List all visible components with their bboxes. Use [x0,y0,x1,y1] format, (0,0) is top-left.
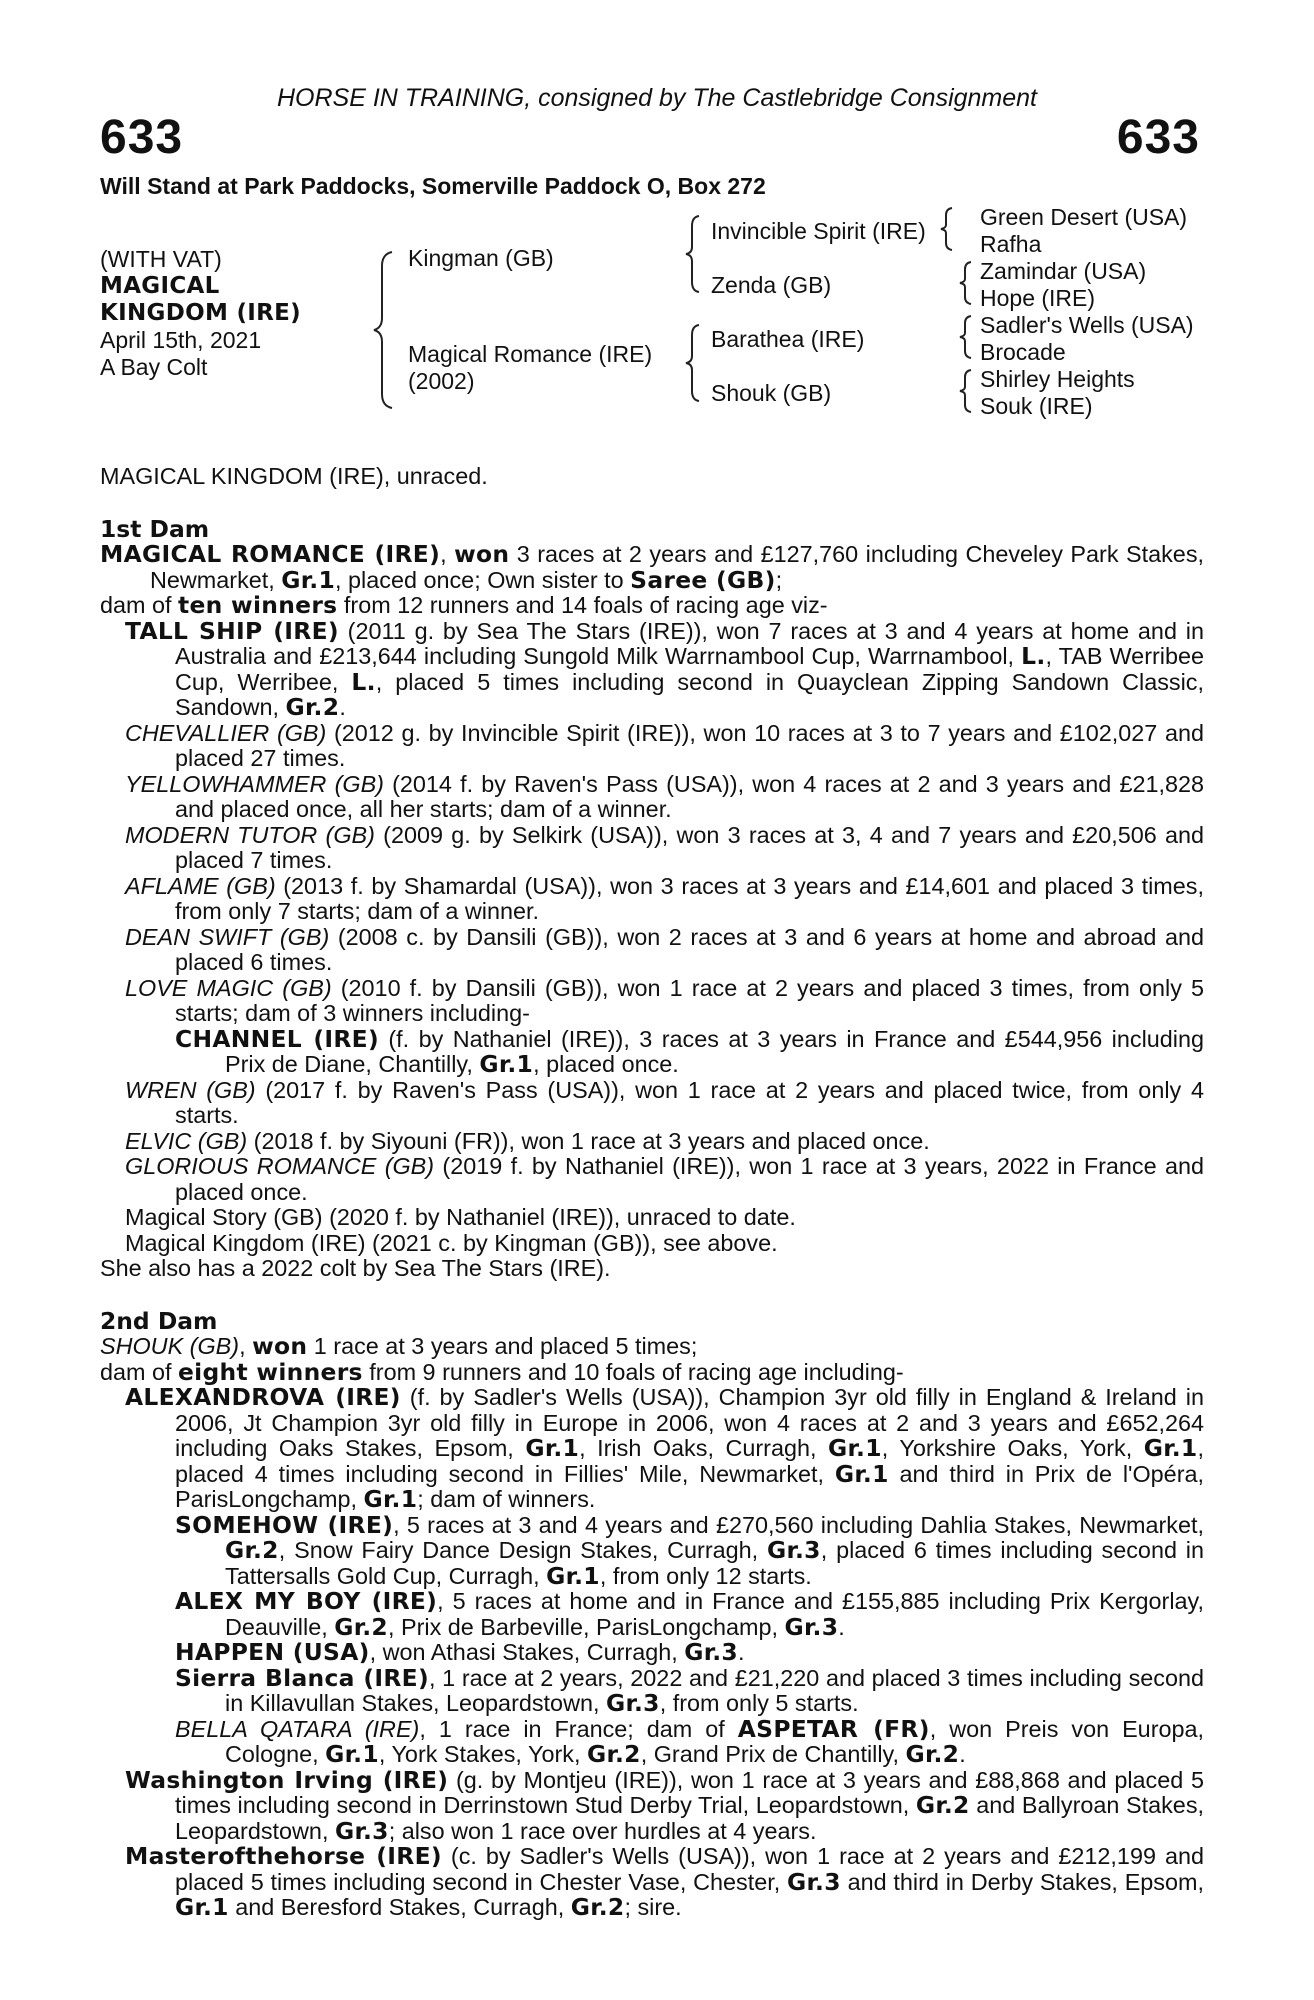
produce-tall-ship: TALL SHIP (IRE) (2011 g. by Sea The Stars (IRE)), won 7 races at 3 and 4 years at home and in Australia and £213,644 including Sungold Milk Warrnambool Cup, Warrnambool, L., TAB Werribee Cup, Werribee, L., placed 5 times including second in Quayclean Zipping Sandown Classic, Sandown, Gr.2. [125,616,1204,721]
first-dam-entry: MAGICAL ROMANCE (IRE), won 3 races at 2 years and £127,760 including Cheveley Park Stakes, Newmarket, Gr.1, placed once; Own sister to Saree (GB); [100,540,1205,594]
pedigree-dss: Sadler's Wells (USA) [980,312,1194,338]
horse-sex: A Bay Colt [100,354,208,380]
pedigree-ddd: Souk (IRE) [980,393,1093,419]
lot-number-right: 633 [1116,111,1200,164]
pedigree-brace-ds [956,314,976,360]
pedigree-sds: Zamindar (USA) [980,258,1147,284]
produce-alexandrova: ALEXANDROVA (IRE) (f. by Sadler's Wells (USA)), Champion 3yr old filly in England & Ireland in 2006, Jt Champion 3yr old filly in Europe in 2006, won 4 races at 2 and 3 years and £652,264 including Oaks Stakes, Epsom, Gr.1, Irish Oaks, Curragh, Gr.1, Yorkshire Oaks, York, Gr.1, placed 4 times including second in Fillies' Mile, Newmarket, Gr.1 and third in Prix de l'Opéra, ParisLongchamp, Gr.1; dam of winners. [125,1383,1204,1513]
pedigree-sire-sire: Invincible Spirit (IRE) [711,218,926,244]
pedigree-dds: Shirley Heights [980,366,1135,392]
date-of-birth: April 15th, 2021 [100,327,262,353]
produce-magical-story: Magical Story (GB) (2020 f. by Nathaniel (IRE)), unraced to date. [125,1204,796,1230]
produce-somehow: SOMEHOW (IRE), 5 races at 3 and 4 years and £270,560 including Dahlia Stakes, Newmarket, Gr.2, Snow Fairy Dance Design Stakes, Curragh, Gr.3, placed 6 times including second in Tattersalls Gold Cup, Curragh, Gr.1, from only 12 starts. [175,1510,1204,1590]
produce-bella-qatara: BELLA QATARA (IRE), 1 race in France; dam of ASPETAR (FR), won Preis von Europa, Cologne, Gr.1, York Stakes, York, Gr.2, Grand Prix de Chantilly, Gr.2. [175,1714,1205,1768]
unraced-note: MAGICAL KINGDOM (IRE), unraced. [100,463,488,489]
produce-love-magic: LOVE MAGIC (GB) (2010 f. by Dansili (GB)), won 1 race at 2 years and placed 3 times, from only 5 starts; dam of 3 winners including- [125,974,1204,1026]
stand-location: Will Stand at Park Paddocks, Somerville Paddock O, Box 272 [100,173,766,199]
consignment-header: HORSE IN TRAINING, consigned by The Castlebridge Consignment [276,84,1038,112]
produce-happen: HAPPEN (USA), won Athasi Stakes, Curragh, Gr.3. [175,1638,745,1666]
produce-masterofthehorse: Masterofthehorse (IRE) (c. by Sadler's Wells (USA)), won 1 race at 2 years and £212,199 and placed 5 times including second in Chester Vase, Chester, Gr.3 and third in Derby Stakes, Epsom, Gr.1 and Beresford Stakes, Curragh, Gr.2; sire. [125,1842,1204,1921]
pedigree-brace-sire [683,214,703,294]
produce-alex-my-boy: ALEX MY BOY (IRE), 5 races at home and in France and £155,885 including Prix Kergorlay, Deauville, Gr.2, Prix de Barbeville, ParisLongchamp, Gr.3. [175,1587,1205,1641]
catalogue-body [100,464,1204,1921]
pedigree-sss: Green Desert (USA) [980,204,1188,230]
produce-sierra-blanca: Sierra Blanca (IRE), 1 race at 2 years, 2022 and £21,220 and placed 3 times including second in Killavullan Stakes, Leopardstown, Gr.3, from only 5 starts. [175,1663,1204,1717]
produce-elvic: ELVIC (GB) (2018 f. by Siyouni (FR)), won 1 race at 3 years and placed once. [125,1127,930,1154]
first-dam-heading: 1st Dam [100,514,210,543]
second-dam-entry: SHOUK (GB), won 1 race at 3 years and placed 5 times; [100,1332,698,1360]
pedigree-brace-main [370,250,400,410]
pedigree-dam-dam: Shouk (GB) [711,380,832,406]
produce-channel: CHANNEL (IRE) (f. by Nathaniel (IRE)), 3 races at 3 years in France and £544,956 including Prix de Diane, Chantilly, Gr.1, placed once. [175,1024,1205,1078]
produce-dean-swift: DEAN SWIFT (GB) (2008 c. by Dansili (GB)), won 2 races at 3 and 6 years at home and abroad and placed 6 times. [125,923,1204,975]
second-dam-heading: 2nd Dam [100,1306,218,1335]
pedigree-sire-dam: Zenda (GB) [711,272,832,298]
pedigree-dam-sire: Barathea (IRE) [711,326,865,352]
pedigree-sire: Kingman (GB) [408,245,554,271]
vat-label: (WITH VAT) [100,246,222,272]
produce-washington-irving: Washington Irving (IRE) (g. by Montjeu (IRE)), won 1 race at 3 years and £88,868 and placed 5 times including second in Derrinstown Stud Derby Trial, Leopardstown, Gr.2 and Ballyroan Stakes, Leopardstown, Gr.3; also won 1 race over hurdles at 4 years. [125,1765,1205,1845]
produce-glorious-romance: GLORIOUS ROMANCE (GB) (2019 f. by Nathaniel (IRE)), won 1 race at 3 years, 2022 in France and placed once. [125,1153,1205,1205]
lot-number-left: 633 [100,111,184,164]
second-dam-produce: dam of eight winners from 9 runners and 10 foals of racing age including- [100,1357,904,1386]
produce-magical-kingdom: Magical Kingdom (IRE) (2021 c. by Kingman (GB)), see above. [125,1229,778,1256]
pedigree-brace-dd [956,368,976,414]
produce-aflame: AFLAME (GB) (2013 f. by Shamardal (USA)), won 3 races at 3 years and £14,601 and placed 3 times, from only 7 starts; dam of a winner. [125,872,1204,924]
produce-chevallier: CHEVALLIER (GB) (2012 g. by Invincible Spirit (IRE)), won 10 races at 3 to 7 years and £102,027 and placed 27 times. [125,719,1204,771]
pedigree-dam: Magical Romance (IRE) [408,341,653,367]
produce-yellowhammer: YELLOWHAMMER (GB) (2014 f. by Raven's Pass (USA)), won 4 races at 2 and 3 years and £21,828 and placed once, all her starts; dam of a winner. [125,770,1204,822]
pedigree-dsd: Brocade [980,339,1066,365]
produce-modern-tutor: MODERN TUTOR (GB) (2009 g. by Selkirk (USA)), won 3 races at 3, 4 and 7 years and £20,506 and placed 7 times. [125,821,1204,873]
pedigree-brace-ss [937,206,957,252]
pedigree-ssd: Rafha [980,231,1042,257]
horse-name-line1: MAGICAL [100,273,220,299]
pedigree-dam-year: (2002) [408,368,475,394]
pedigree-brace-sd [956,260,976,306]
horse-name-line2: KINGDOM (IRE) [100,300,301,326]
produce-wren: WREN (GB) (2017 f. by Raven's Pass (USA)), won 1 race at 2 years and placed twice, from only 4 starts. [125,1076,1204,1128]
also-has-note: She also has a 2022 colt by Sea The Stars (IRE). [100,1255,611,1281]
first-dam-produce: dam of ten winners from 12 runners and 14 foals of racing age viz- [100,591,828,619]
pedigree-sdd: Hope (IRE) [980,285,1096,311]
pedigree-brace-dam [683,323,703,403]
